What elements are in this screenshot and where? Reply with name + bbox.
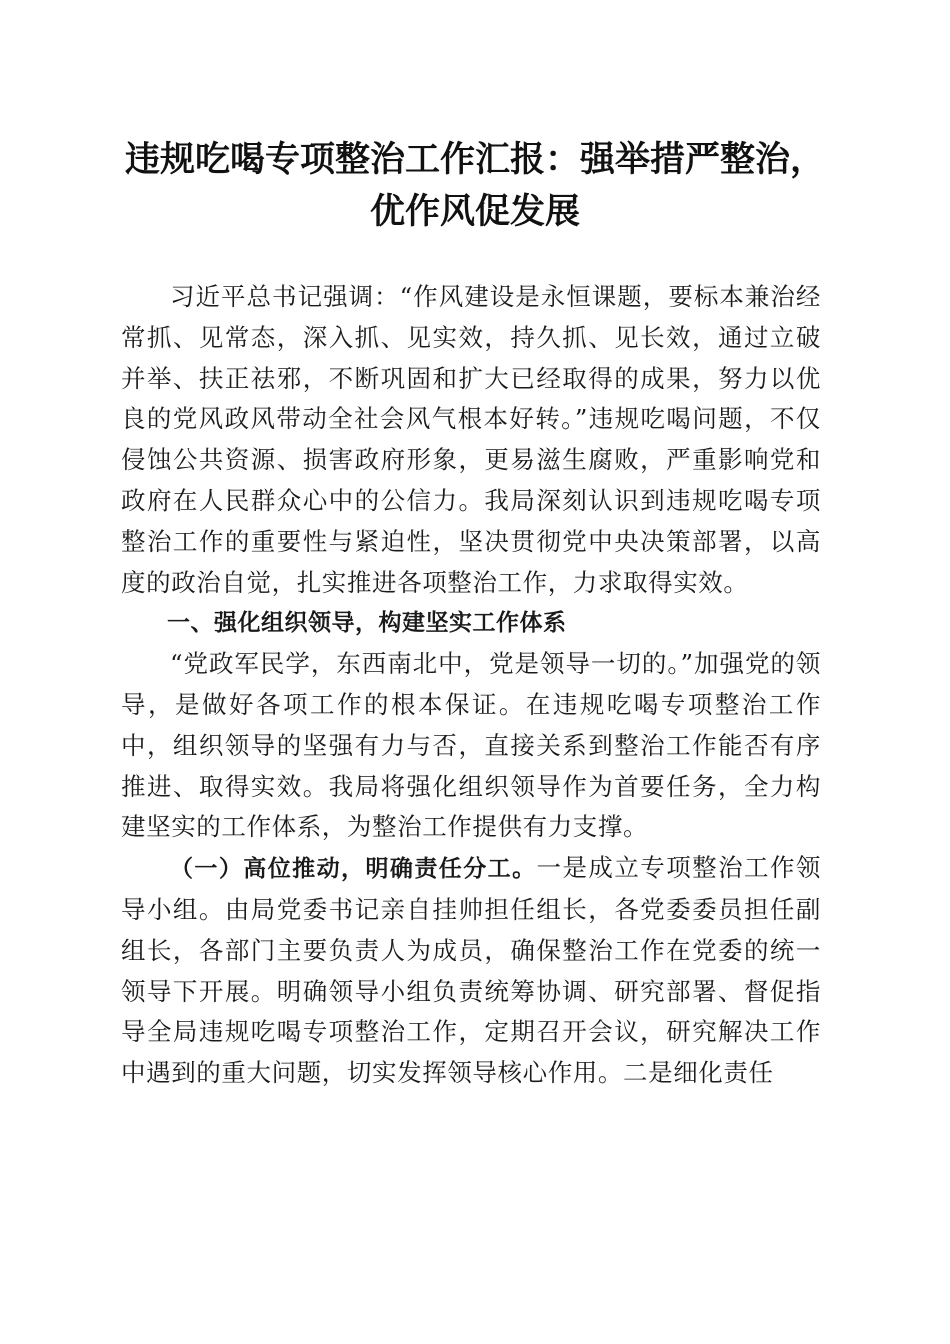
subsection-1-heading: （一）高位推动，明确责任分工。 [170,856,537,883]
document-body [121,277,821,1094]
section-1-paragraph: “党政军民学，东西南北中，党是领导一切的。”加强党的领导，是做好各项工作的根本保证。在违规吃喝专项整治工作中，组织领导的坚强有力与否，直接关系到整治工作能否有序推进、取得实效。我局将强化组织领导作为首要任务，全力构建坚实的工作体系，为整治工作提供有力支撑。 [121,649,821,842]
subsection-1-text: 一是成立专项整治工作领导小组。由局党委书记亲自挂帅担任组长，各党委委员担任副组长，各部门主要负责人为成员，确保整治工作在党委的统一领导下开展。明确领导小组负责统筹协调、研究部署、督促指导全局违规吃喝专项整治工作，定期召开会议，研究解决工作中遇到的重大问题，切实发挥领导核心作用。二是细化责任 [121,853,822,1088]
title-line-1: 违规吃喝专项整治工作汇报：强举措严整治， [124,139,825,180]
title-line-2: 优作风促发展 [369,191,580,232]
section-1-heading: 一、强化组织领导，构建坚实工作体系 [167,610,567,637]
intro-paragraph: 习近平总书记强调：“作风建设是永恒课题，要标本兼治经常抓、见常态，深入抓、见实效，持久抓、见长效，通过立破并举、扶正祛邪，不断巩固和扩大已经取得的成果，努力以优良的党风政风带动全社会风气根本好转。”违规吃喝问题，不仅侵蚀公共资源、损害政府形象，更易滋生腐败，严重影响党和政府在人民群众心中的公信力。我局深刻认识到违规吃喝专项整治工作的重要性与紧迫性，坚决贯彻党中央决策部署，以高度的政治自觉，扎实推进各项整治工作，力求取得实效。 [121,282,821,597]
subsection-1-paragraph [121,848,821,1094]
document-title [100,134,850,238]
